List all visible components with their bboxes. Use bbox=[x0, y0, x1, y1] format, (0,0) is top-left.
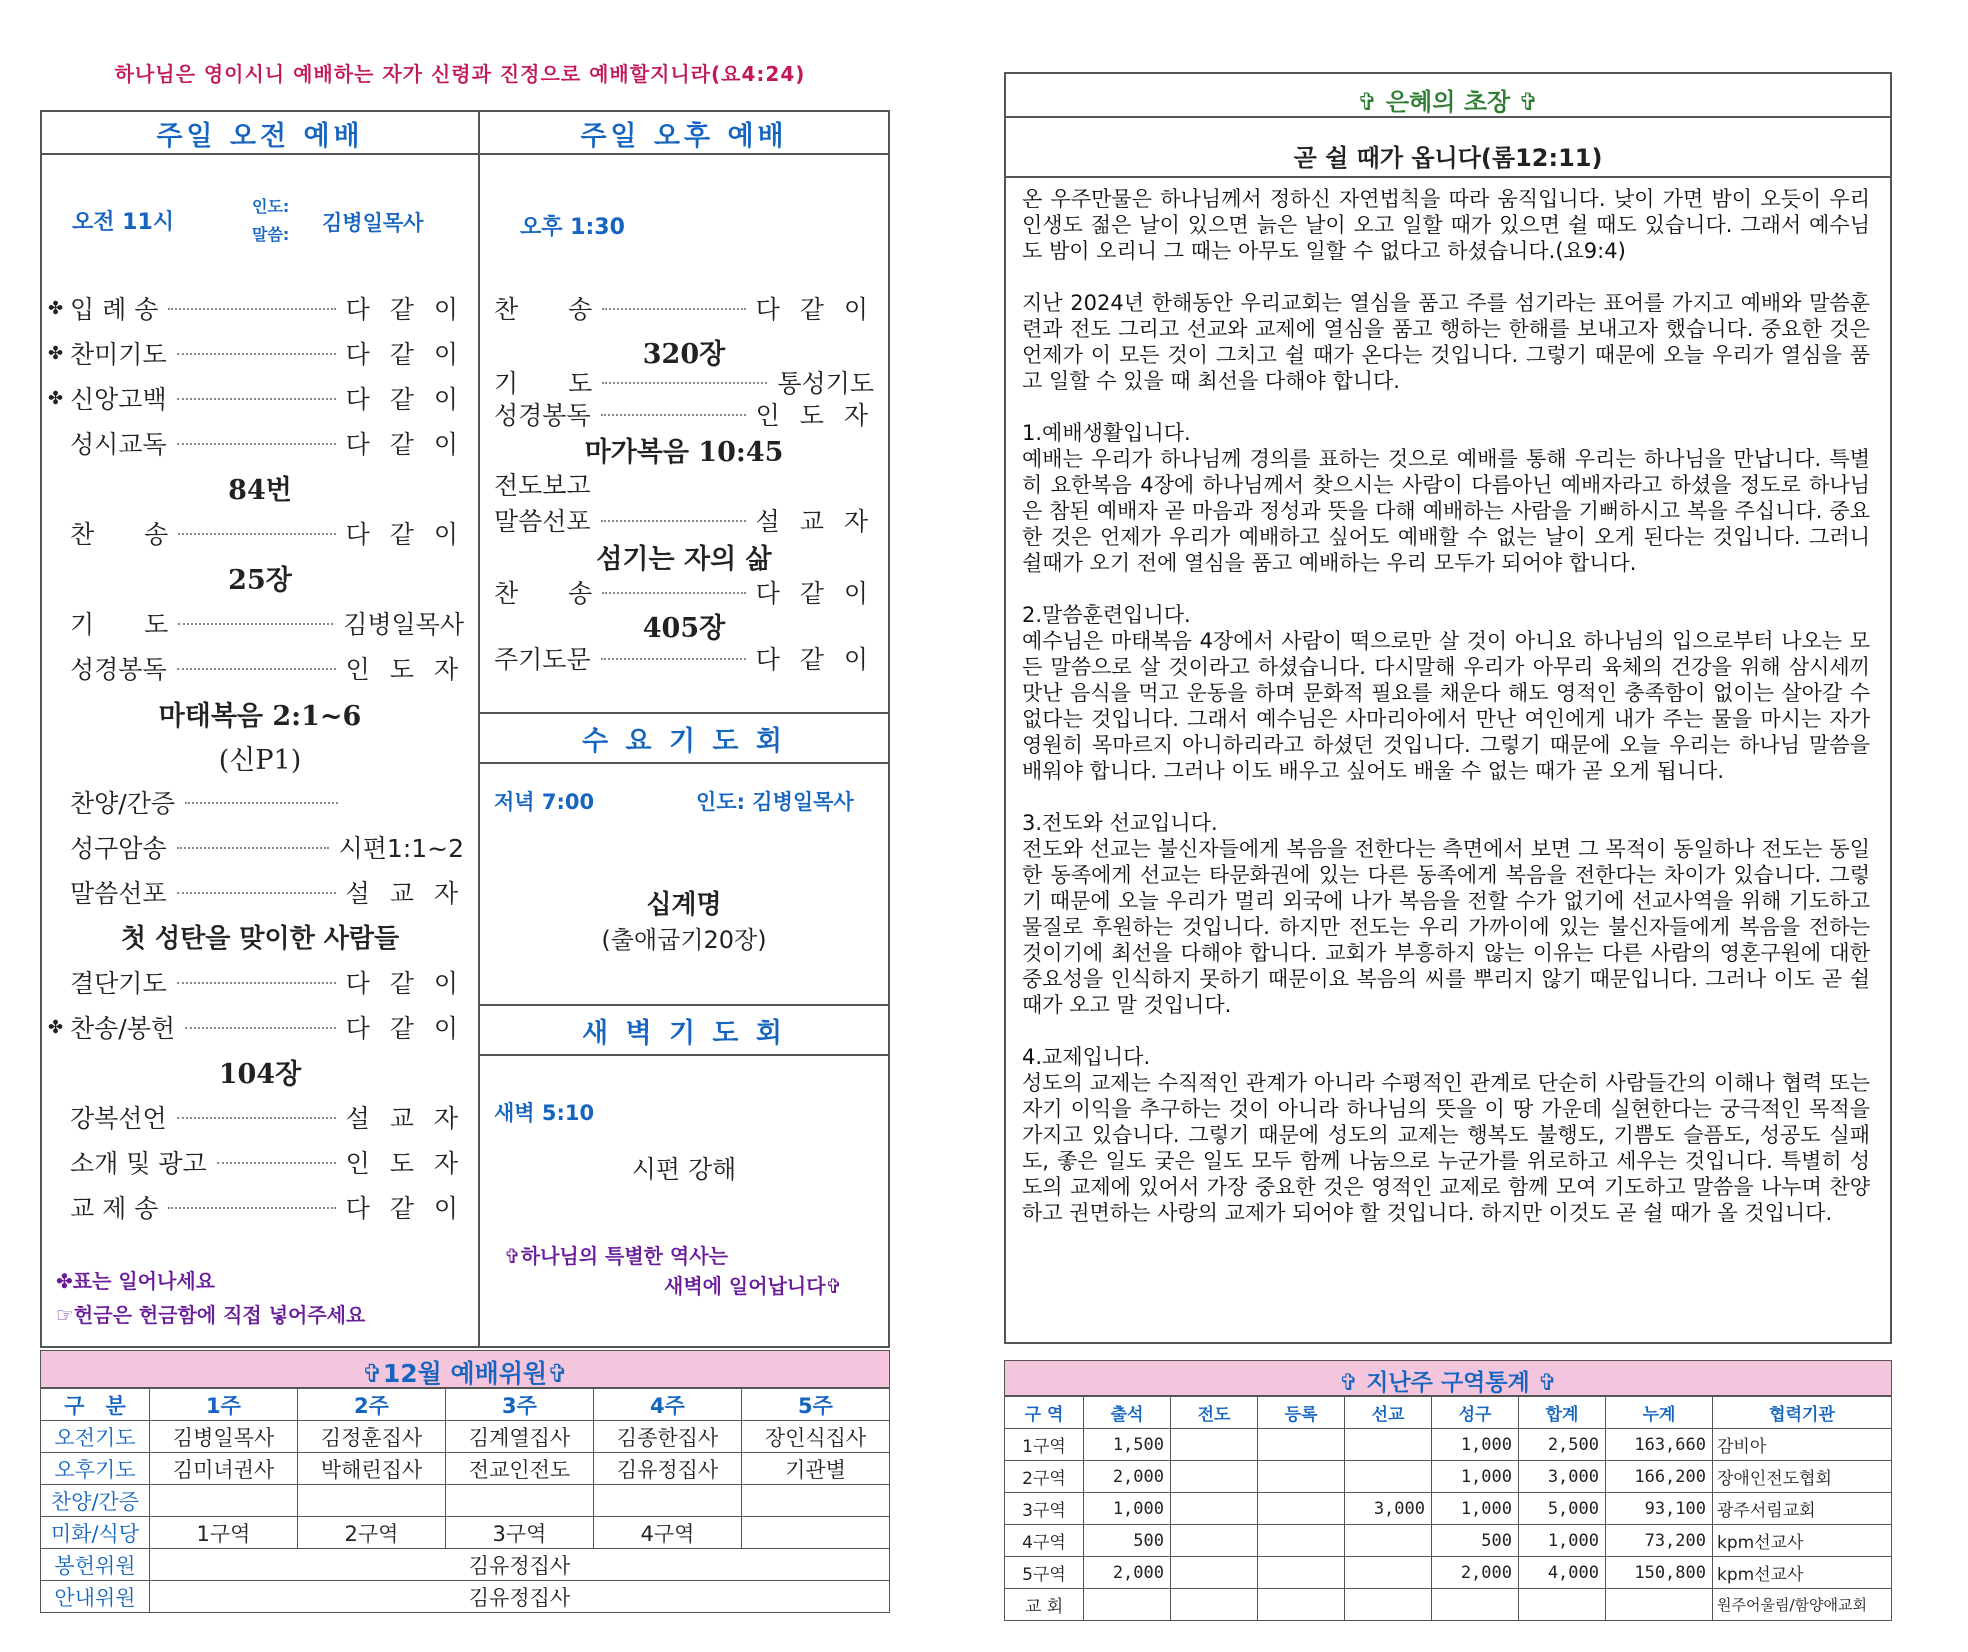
essay-paragraph: 1.예배생활입니다. 예배는 우리가 하나님께 경의를 표하는 것으로 예배를 통해 우리는 하나님을 만납니다. 특별히 요한복음 4장에 하나님께서 찾으시는 사람이 다름아닌 예배자라고 하셨을 정도로 하나님은 참된 예배자 곧 마음과 정성과 뜻을 다해 예배하는 사람을 기뻐하시고 복을 주십니다. 중요한 것은 언제가 우리가 예배하고 싶어도 예배할 수 없는 날이 오게 된다는 것입니다. 그러니 쉴때가 오기 전에 열심을 품고 예배하는 우리 모두가 되어야 합니다. bbox=[1022, 421, 1870, 575]
item-label: 기 도 bbox=[70, 610, 169, 639]
cell: 김유정집사 bbox=[150, 1549, 890, 1581]
table-row bbox=[1005, 1557, 1892, 1589]
table-row bbox=[41, 1517, 890, 1549]
committee-table bbox=[40, 1388, 890, 1613]
cell bbox=[742, 1517, 890, 1549]
cell bbox=[1519, 1589, 1606, 1621]
kyodok-number: 84번 bbox=[228, 475, 292, 506]
cell bbox=[1171, 1557, 1258, 1589]
item-who: 다 같 이 bbox=[345, 385, 464, 414]
essay-title-rule bbox=[1004, 176, 1892, 178]
item-label: 주기도문 bbox=[494, 645, 591, 674]
cell: 500 bbox=[1432, 1525, 1519, 1557]
item-label: 성경봉독 bbox=[494, 401, 591, 430]
cell: 5,000 bbox=[1519, 1493, 1606, 1525]
dawn-top-rule bbox=[478, 1004, 890, 1006]
cell: 500 bbox=[1084, 1525, 1171, 1557]
stand-mark: ✤ bbox=[48, 342, 64, 364]
item-label: 결단기도 bbox=[70, 969, 167, 998]
cell: 전교인전도 bbox=[446, 1453, 594, 1485]
cell bbox=[1171, 1589, 1258, 1621]
leader-dots bbox=[217, 1160, 336, 1164]
morning-item bbox=[48, 874, 464, 910]
cell: 장애인전도협회 bbox=[1713, 1461, 1892, 1493]
cell: 1,000 bbox=[1432, 1493, 1519, 1525]
afternoon-item bbox=[494, 466, 874, 502]
afternoon-hymn-1: 320장 bbox=[642, 339, 726, 370]
afternoon-item bbox=[494, 502, 874, 538]
leader-dots bbox=[177, 980, 336, 984]
item-who: 설 교 자 bbox=[755, 507, 874, 536]
stand-mark: ✤ bbox=[48, 297, 64, 319]
afternoon-item bbox=[494, 290, 874, 326]
item-who: 다 같 이 bbox=[345, 969, 464, 998]
leader-dots bbox=[601, 412, 746, 416]
row-label: 2구역 bbox=[1005, 1461, 1084, 1493]
row-label: 4구역 bbox=[1005, 1525, 1084, 1557]
committee-title: ✞12월 예배위원✞ bbox=[361, 1359, 569, 1388]
row-label: 1구역 bbox=[1005, 1429, 1084, 1461]
wed-top-rule bbox=[478, 712, 890, 714]
table-header-row bbox=[1005, 1397, 1892, 1429]
essay-paragraph: 2.말씀훈련입니다. 예수님은 마태복음 4장에서 사람이 떡으로만 살 것이 아니요 하나님의 입으로부터 나오는 모든 말씀으로 살 것이라고 하셨습니다. 다시말해 우리가 아무리 육체의 건강을 위해 삼시세끼 맛난 음식을 먹고 운동을 하며 문화적 필요를 채운다 해도 영적인 충족함이 없이는 살아갈 수 없다는 것입니다. 그래서 예수님은 사마리아에서 만난 여인에게 내가 주는 물을 마시는 자가 영원히 목마르지 아니하리라고 하셨던 것입니다. 그렇기 때문에 오늘 우리는 하나님 말씀을 배워야 합니다. 그러나 이도 배우고 싶어도 배울 수 없는 때가 곧 오게 됩니다. bbox=[1022, 603, 1870, 783]
cell: 김정훈집사 bbox=[298, 1421, 446, 1453]
cell: 기관별 bbox=[742, 1453, 890, 1485]
item-who: 설 교 자 bbox=[345, 879, 464, 908]
morning-scripture: 마태복음 2:1~6 bbox=[158, 701, 362, 732]
header-cell: 3주 bbox=[446, 1389, 594, 1421]
morning-item bbox=[48, 380, 464, 416]
row-label: 오전기도 bbox=[41, 1421, 150, 1453]
item-label: 찬 송 bbox=[70, 520, 169, 549]
row-label: 오후기도 bbox=[41, 1453, 150, 1485]
item-who: 인 도 자 bbox=[345, 1149, 464, 1178]
item-label: 강복선언 bbox=[70, 1104, 167, 1133]
item-label: 찬미기도 bbox=[70, 340, 167, 369]
afternoon-item bbox=[494, 396, 874, 432]
cell bbox=[1432, 1589, 1519, 1621]
table-row bbox=[41, 1453, 890, 1485]
leader-dots bbox=[177, 351, 336, 355]
item-who: 다 같 이 bbox=[755, 579, 874, 608]
essay-header-rule bbox=[1004, 116, 1892, 118]
leader-dots bbox=[178, 621, 333, 625]
item-who: 다 같 이 bbox=[345, 1014, 464, 1043]
cell: kpm선교사 bbox=[1713, 1525, 1892, 1557]
wednesday-leader: 인도: 김병일목사 bbox=[696, 790, 854, 814]
header-cell: 협력기관 bbox=[1713, 1397, 1892, 1429]
item-who: 다 같 이 bbox=[345, 1194, 464, 1223]
cell bbox=[1171, 1429, 1258, 1461]
morning-sermon-title: 첫 성탄을 맞이한 사람들 bbox=[120, 924, 400, 954]
afternoon-item bbox=[494, 364, 874, 400]
header-cell: 전도 bbox=[1171, 1397, 1258, 1429]
row-label: 봉헌위원 bbox=[41, 1549, 150, 1581]
row-label: 찬양/간증 bbox=[41, 1485, 150, 1517]
header-cell: 선교 bbox=[1345, 1397, 1432, 1429]
item-who: 다 같 이 bbox=[345, 295, 464, 324]
cell: 김유정집사 bbox=[150, 1581, 890, 1613]
afternoon-time: 오후 1:30 bbox=[520, 215, 625, 240]
morning-lead-label-2: 말씀: bbox=[252, 225, 290, 244]
leader-dots bbox=[185, 1025, 336, 1029]
morning-item bbox=[48, 335, 464, 371]
leader-dots bbox=[177, 1115, 336, 1119]
cell: 2,000 bbox=[1084, 1557, 1171, 1589]
cell bbox=[446, 1485, 594, 1517]
item-who: 시편1:1~2 bbox=[338, 834, 464, 863]
wednesday-topic: 십계명 bbox=[646, 890, 722, 920]
stats-table bbox=[1004, 1396, 1892, 1621]
header-cell: 1주 bbox=[150, 1389, 298, 1421]
leader-dots bbox=[602, 306, 745, 310]
essay-paragraph: 3.전도와 선교입니다. 전도와 선교는 불신자들에게 복음을 전한다는 측면에서 보면 그 목적이 동일하나 전도는 동일한 동족에게 선교는 타문화권에 있는 다른 동족에게 복음을 전한다는 차이가 있습니다. 그렇기 때문에 오늘 우리가 멀리 외국에 나가 복음을 전할 수가 없기에 선교사역을 위해 기도하고 물질로 후원하는 것입니다. 하지만 전도는 우리 가까이에 있는 불신자들에게 복음을 전하는 것이기에 최선을 다해야 합니다. 교회가 부흥하지 않는 이유는 다른 사람의 영혼구원에 대한 중요성을 인식하지 못하기 때문이요 복음의 씨를 뿌리지 않기 때문입니다. 그러나 이도 곧 쉴 때가 오고 말 것입니다. bbox=[1022, 811, 1870, 1017]
cell: 2,500 bbox=[1519, 1429, 1606, 1461]
morning-item bbox=[48, 1144, 464, 1180]
cell: 박해린집사 bbox=[298, 1453, 446, 1485]
table-header-row bbox=[41, 1389, 890, 1421]
wed-title-rule bbox=[478, 762, 890, 764]
morning-item bbox=[48, 605, 464, 641]
leader-dots bbox=[602, 590, 745, 594]
cell: 93,100 bbox=[1606, 1493, 1713, 1525]
cell: 1,000 bbox=[1084, 1493, 1171, 1525]
item-label: 말씀선포 bbox=[70, 879, 167, 908]
header-cell: 5주 bbox=[742, 1389, 890, 1421]
item-who: 설 교 자 bbox=[345, 1104, 464, 1133]
cell: 광주서림교회 bbox=[1713, 1493, 1892, 1525]
item-label: 성경봉독 bbox=[70, 655, 167, 684]
item-who: 다 같 이 bbox=[345, 520, 464, 549]
item-who: 다 같 이 bbox=[345, 340, 464, 369]
item-label: 입 례 송 bbox=[70, 295, 159, 324]
cell bbox=[1258, 1493, 1345, 1525]
morning-scripture-page: (신P1) bbox=[218, 745, 302, 776]
cell: 1구역 bbox=[150, 1517, 298, 1549]
cell: 4,000 bbox=[1519, 1557, 1606, 1589]
cell bbox=[1084, 1589, 1171, 1621]
cell bbox=[298, 1485, 446, 1517]
table-row bbox=[41, 1581, 890, 1613]
offering-hymn-number: 104장 bbox=[218, 1059, 302, 1090]
cell bbox=[1171, 1525, 1258, 1557]
table-row bbox=[41, 1421, 890, 1453]
afternoon-sermon-title: 섬기는 자의 삶 bbox=[596, 544, 772, 575]
leader-dots bbox=[178, 531, 335, 535]
morning-item bbox=[48, 290, 464, 326]
dawn-time: 새벽 5:10 bbox=[494, 1101, 595, 1125]
leader-dots bbox=[601, 518, 746, 522]
cell: 감비아 bbox=[1713, 1429, 1892, 1461]
table-row bbox=[1005, 1525, 1892, 1557]
header-cell: 2주 bbox=[298, 1389, 446, 1421]
essay-header: ✞ 은혜의 초장 ✞ bbox=[1357, 88, 1539, 116]
item-label: 성구암송 bbox=[70, 834, 167, 863]
cell: 166,200 bbox=[1606, 1461, 1713, 1493]
table-row bbox=[1005, 1461, 1892, 1493]
table-row bbox=[1005, 1589, 1892, 1621]
cell bbox=[1345, 1429, 1432, 1461]
stand-mark: ✤ bbox=[48, 1016, 64, 1038]
header-cell: 성구 bbox=[1432, 1397, 1519, 1429]
afternoon-hymn-2: 405장 bbox=[642, 613, 726, 644]
cell: 163,660 bbox=[1606, 1429, 1713, 1461]
morning-item bbox=[48, 1099, 464, 1135]
afternoon-item bbox=[494, 574, 874, 610]
header-cell: 등록 bbox=[1258, 1397, 1345, 1429]
morning-item bbox=[48, 964, 464, 1000]
item-label: 찬 송 bbox=[494, 579, 593, 608]
leader-dots bbox=[177, 666, 336, 670]
item-who: 김병일목사 bbox=[343, 610, 464, 639]
leader-dots bbox=[601, 656, 746, 660]
cell: 원주어울림/함양애교회 bbox=[1713, 1589, 1892, 1621]
wednesday-time: 저녁 7:00 bbox=[494, 790, 595, 814]
dawn-note-2: 새벽에 일어납니다✞ bbox=[664, 1274, 843, 1298]
essay-body bbox=[1022, 186, 1870, 1252]
cell: kpm선교사 bbox=[1713, 1557, 1892, 1589]
morning-item bbox=[48, 1009, 464, 1045]
cell bbox=[1258, 1589, 1345, 1621]
essay-paragraph: 온 우주만물은 하나님께서 정하신 자연법칙을 따라 움직입니다. 낮이 가면 밤이 오듯이 우리 인생도 젊은 날이 있으면 늙은 날이 오고 일할 때가 있으면 쉴 때도 있습니다. 그래서 예수님도 밤이 오리니 그 때는 아무도 일할 수 없다고 하셨습니다.(요9:4) bbox=[1022, 187, 1870, 263]
item-label: 소개 및 광고 bbox=[70, 1149, 207, 1178]
cell: 2,000 bbox=[1084, 1461, 1171, 1493]
cell bbox=[1258, 1429, 1345, 1461]
stand-note: ✤표는 일어나세요 bbox=[56, 1269, 215, 1293]
item-label: 말씀선포 bbox=[494, 507, 591, 536]
offering-note: ☞헌금은 헌금함에 직접 넣어주세요 bbox=[56, 1303, 366, 1327]
cell bbox=[1258, 1557, 1345, 1589]
cell: 4구역 bbox=[594, 1517, 742, 1549]
item-label: 교 제 송 bbox=[70, 1194, 159, 1223]
cell: 2구역 bbox=[298, 1517, 446, 1549]
cell bbox=[1258, 1461, 1345, 1493]
cell: 김병일목사 bbox=[150, 1421, 298, 1453]
cell: 1,000 bbox=[1519, 1525, 1606, 1557]
cell bbox=[1171, 1461, 1258, 1493]
cell bbox=[1345, 1525, 1432, 1557]
morning-lead-label-1: 인도: bbox=[252, 197, 290, 216]
cell: 2,000 bbox=[1432, 1557, 1519, 1589]
header-cell: 누계 bbox=[1606, 1397, 1713, 1429]
item-who: 다 같 이 bbox=[755, 645, 874, 674]
leader-dots bbox=[168, 306, 335, 310]
wednesday-title: 수 요 기 도 회 bbox=[581, 726, 786, 757]
cell: 73,200 bbox=[1606, 1525, 1713, 1557]
table-row bbox=[1005, 1429, 1892, 1461]
leader-dots bbox=[177, 396, 336, 400]
morning-title: 주일 오전 예배 bbox=[156, 121, 364, 152]
header-cell: 구 역 bbox=[1005, 1397, 1084, 1429]
wednesday-ref: (출애굽기20장) bbox=[601, 926, 767, 954]
cell: 3,000 bbox=[1519, 1461, 1606, 1493]
header-cell: 출석 bbox=[1084, 1397, 1171, 1429]
header-cell: 4주 bbox=[594, 1389, 742, 1421]
row-label: 5구역 bbox=[1005, 1557, 1084, 1589]
afternoon-scripture: 마가복음 10:45 bbox=[584, 437, 784, 468]
row-label: 교 회 bbox=[1005, 1589, 1084, 1621]
morning-leader: 김병일목사 bbox=[322, 211, 424, 235]
morning-item bbox=[48, 650, 464, 686]
cell: 3구역 bbox=[446, 1517, 594, 1549]
cell bbox=[1345, 1589, 1432, 1621]
item-label: 전도보고 bbox=[494, 471, 591, 500]
cell: 김종한집사 bbox=[594, 1421, 742, 1453]
item-label: 찬송/봉헌 bbox=[70, 1014, 176, 1043]
header-cell: 구 분 bbox=[41, 1389, 150, 1421]
table-row bbox=[41, 1549, 890, 1581]
row-label: 3구역 bbox=[1005, 1493, 1084, 1525]
row-label: 안내위원 bbox=[41, 1581, 150, 1613]
cell bbox=[1171, 1493, 1258, 1525]
essay-paragraph: 4.교제입니다. 성도의 교제는 수직적인 관계가 아니라 수평적인 관계로 단순히 사람들간의 이해나 협력 또는 자기 이익을 추구하는 것이 아니라 하나님의 뜻을 이 땅 가운데 실현한다는 궁극적인 목적을 가지고 있습니다. 그렇기 때문에 성도의 교제는 행복도 불행도, 기쁨도 슬픔도, 성공도 실패도, 좋은 일도 궂은 일도 모두 함께 나눔으로 누군가를 위로하고 세우는 것입니다. 특별히 성도의 교제에 있어서 가장 중요한 것은 영적인 교제로 함께 모여 기도하고 말씀을 나누며 찬양하고 권면하는 사랑의 교제가 되어야 할 것입니다. 하지만 이것도 곧 쉴 때가 올 것입니다. bbox=[1022, 1045, 1870, 1225]
leader-dots bbox=[177, 441, 336, 445]
leader-dots bbox=[177, 845, 329, 849]
item-who: 인 도 자 bbox=[345, 655, 464, 684]
dawn-topic: 시편 강해 bbox=[631, 1155, 737, 1184]
program-title-rule bbox=[40, 153, 890, 155]
cell bbox=[1606, 1589, 1713, 1621]
cell bbox=[1345, 1557, 1432, 1589]
leader-dots bbox=[177, 890, 336, 894]
stand-mark: ✤ bbox=[48, 387, 64, 409]
leader-dots bbox=[168, 1205, 335, 1209]
cell: 장인식집사 bbox=[742, 1421, 890, 1453]
morning-item bbox=[48, 425, 464, 461]
item-label: 찬양/간증 bbox=[70, 789, 176, 818]
item-who: 통성기도 bbox=[777, 369, 874, 398]
cell: 1,000 bbox=[1432, 1461, 1519, 1493]
essay-title: 곧 쉴 때가 옵니다(롬12:11) bbox=[1293, 144, 1603, 172]
item-label: 기 도 bbox=[494, 369, 593, 398]
cell bbox=[150, 1485, 298, 1517]
header-verse: 하나님은 영이시니 예배하는 자가 신령과 진정으로 예배할지니라(요4:24) bbox=[114, 62, 806, 86]
dawn-title: 새 벽 기 도 회 bbox=[581, 1018, 786, 1049]
cell bbox=[1258, 1525, 1345, 1557]
morning-item bbox=[48, 784, 348, 820]
item-who: 인 도 자 bbox=[755, 401, 874, 430]
table-row bbox=[41, 1485, 890, 1517]
stats-title: ✞ 지난주 구역통계 ✞ bbox=[1338, 1370, 1558, 1396]
cell bbox=[594, 1485, 742, 1517]
item-label: 성시교독 bbox=[70, 430, 167, 459]
essay-paragraph: 지난 2024년 한해동안 우리교회는 열심을 품고 주를 섬기라는 표어를 가지고 예배와 말씀훈련과 전도 그리고 선교와 교제에 열심을 품고 행하는 한해를 보내고자 했습니다. 중요한 것은 언제가 이 모든 것이 그치고 쉴 때가 온다는 것입니다. 그렇기 때문에 오늘 우리가 열심을 품고 일할 수 있을 때 최선을 다해야 합니다. bbox=[1022, 291, 1870, 393]
cell bbox=[742, 1485, 890, 1517]
item-label: 찬 송 bbox=[494, 295, 593, 324]
header-cell: 합계 bbox=[1519, 1397, 1606, 1429]
leader-dots bbox=[185, 800, 338, 804]
dawn-title-rule bbox=[478, 1054, 890, 1056]
cell: 1,500 bbox=[1084, 1429, 1171, 1461]
cell: 3,000 bbox=[1345, 1493, 1432, 1525]
cell: 김계열집사 bbox=[446, 1421, 594, 1453]
morning-item bbox=[48, 1189, 464, 1225]
morning-item bbox=[48, 829, 464, 865]
morning-time: 오전 11시 bbox=[72, 210, 175, 235]
afternoon-item bbox=[494, 640, 874, 676]
dawn-note-1: ✞하나님의 특별한 역사는 bbox=[504, 1244, 728, 1268]
cell bbox=[1345, 1461, 1432, 1493]
cell: 1,000 bbox=[1432, 1429, 1519, 1461]
row-label: 미화/식당 bbox=[41, 1517, 150, 1549]
item-who: 다 같 이 bbox=[345, 430, 464, 459]
cell: 150,800 bbox=[1606, 1557, 1713, 1589]
cell: 김유정집사 bbox=[594, 1453, 742, 1485]
item-who: 다 같 이 bbox=[755, 295, 874, 324]
afternoon-title: 주일 오후 예배 bbox=[580, 121, 788, 152]
morning-item bbox=[48, 515, 464, 551]
item-label: 신앙고백 bbox=[70, 385, 167, 414]
cell: 김미녀권사 bbox=[150, 1453, 298, 1485]
table-row bbox=[1005, 1493, 1892, 1525]
leader-dots bbox=[602, 380, 767, 384]
hymn-number: 25장 bbox=[228, 565, 292, 596]
